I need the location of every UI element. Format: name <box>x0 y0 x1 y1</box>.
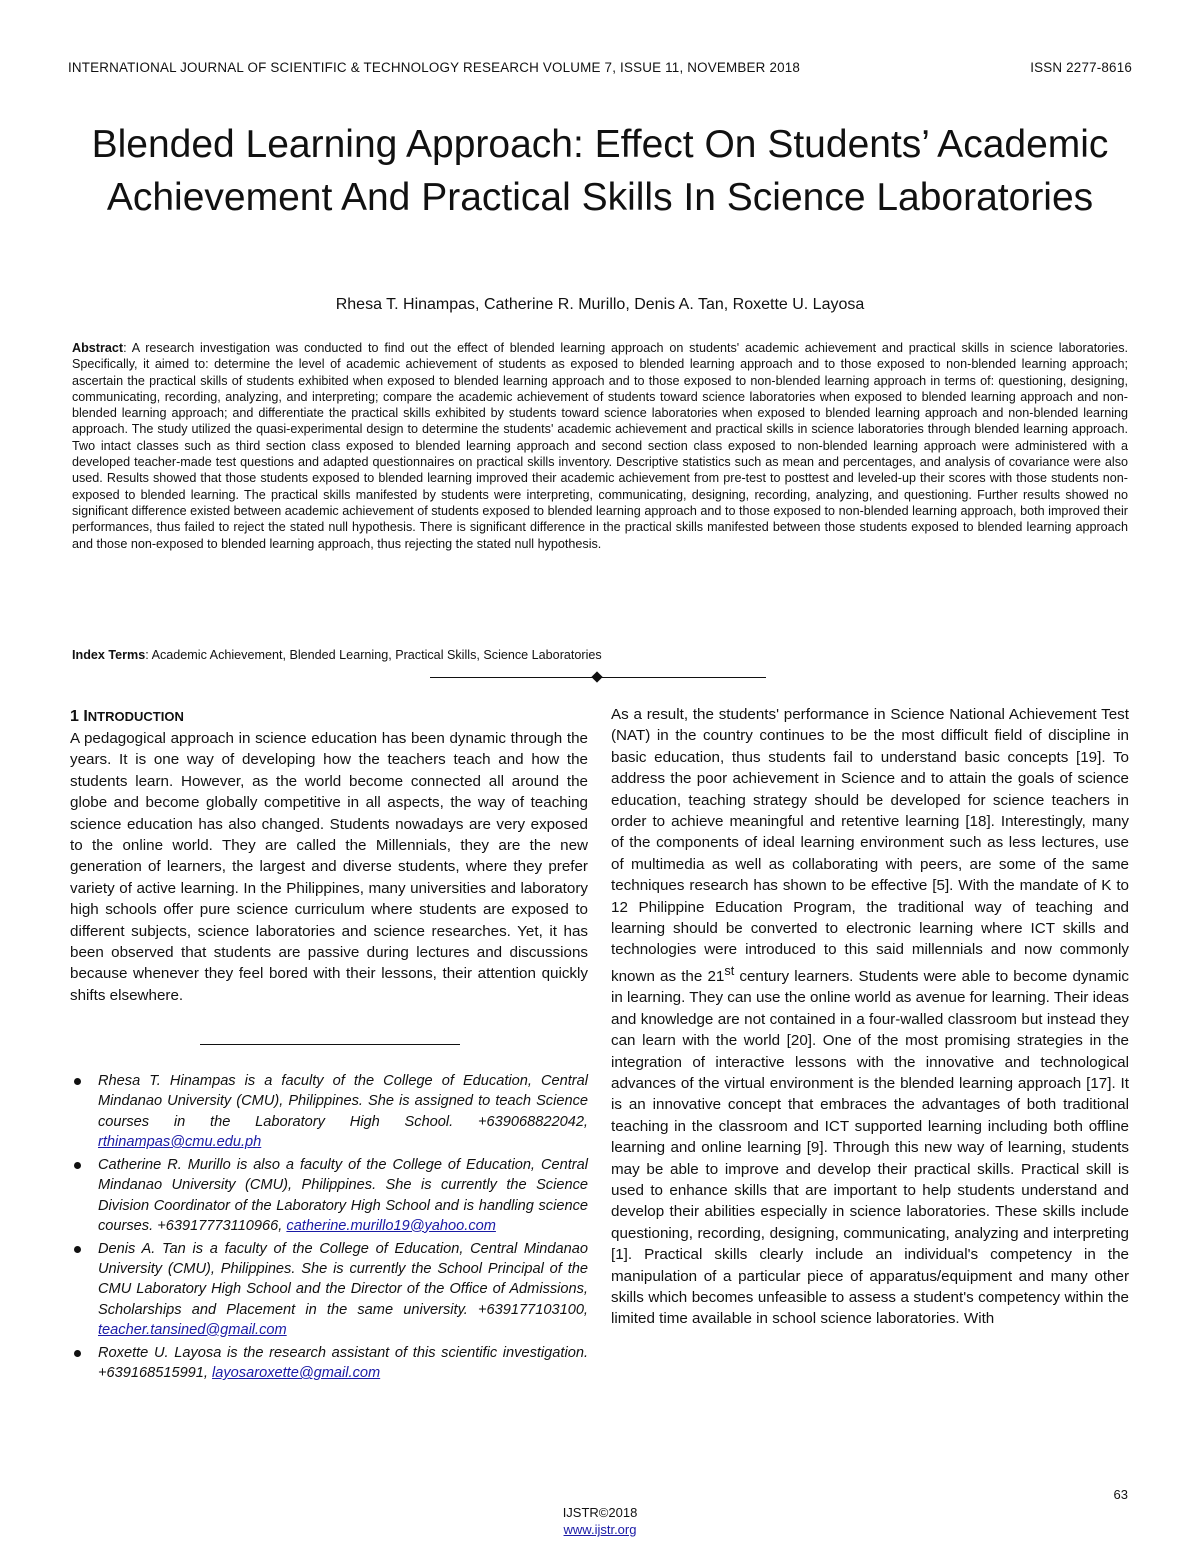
footnote-text: Roxette U. Layosa is the research assistant of this scientific investigation. +639168515991, <box>98 1344 588 1382</box>
diamond-icon <box>591 671 602 682</box>
abstract <box>72 340 1128 552</box>
right-column <box>611 704 1129 1330</box>
email-link[interactable]: teacher.tansined@gmail.com <box>98 1321 287 1338</box>
footnote-text: Rhesa T. Hinampas is a faculty of the College of Education, Central Mindanao University (CMU), Philippines. She is assigned to teach Science courses in the Laboratory High School. +639068822042, <box>98 1073 588 1130</box>
bullet-icon <box>74 1162 81 1169</box>
paragraph-part-2: century learners. Students were able to become dynamic in learning. They can use the online world as avenue for learning. Their ideas and knowledge are not contained in a four-walled classroom but instead they can learn with the world [20]. One of the most promising strategies in the integration of interactive lessons with the innovative and technological advances of the virtual environment is the blended learning approach [17]. It is an innovative concept that embraces the advantages of both traditional teaching in the classroom and ICT supported learning including both offline learning and online learning [9]. Through this new way of learning, students may be able to improve and develop their practical skills. Practical skill is used to enhance skills that are important to help students understand and develop their abilities especially in science laboratories. These skills include questioning, recording, designing, communicating, analyzing and interpreting [1]. Practical skills clearly include an individual's competency in the manipulation of a particular piece of apparatus/equipment and many other skills which becomes unfeasible to assess a student's competency within the limited time available in school science laboratories. With <box>611 967 1130 1328</box>
footnote-item <box>70 1071 588 1152</box>
index-terms-label: Index Terms <box>72 648 146 662</box>
journal-name: INTERNATIONAL JOURNAL OF SCIENTIFIC & TECHNOLOGY RESEARCH VOLUME 7, ISSUE 11, NOVEMBER 2018 <box>68 60 801 75</box>
author-footnotes <box>70 1071 588 1383</box>
bullet-icon <box>74 1246 81 1253</box>
section-heading-introduction <box>70 707 588 727</box>
intro-paragraph: A pedagogical approach in science education has been dynamic through the years. It is one way of developing how the teachers teach and how the students learn. However, as the world become connected all around the globe and become globally competitive in all aspects, the way of teaching science education has also changed. Students nowadays are very exposed to the online world. They are called the Millennials, they are the new generation of learners, the largest and diverse students, where they prefer variety of active learning. In the Philippines, many universities and laboratory high schools offer pure science curriculum where students are exposed to different subjects, science laboratories and science researches. Yet, it has been observed that students are passive during lectures and discussions because whenever they feel bored with their lessons, their attention quickly shifts elsewhere. <box>70 730 588 1004</box>
superscript-st: st <box>724 963 735 978</box>
footnote-item <box>70 1155 588 1236</box>
index-terms <box>72 648 1128 662</box>
paragraph-part-1: As a result, the students' performance in Science National Achievement Test (NAT) in the country continues to be the most difficult field of discipline in basic education, thus students fail to understand basic concepts [19]. To address the poor achievement in Science and to attain the goals of science education, teaching strategy should be developed for science teachers in order to achieve meaningful and retentive learning [18]. Interestingly, many of the components of ideal learning environment such as less lectures, use of multimedia as well as collaborating with peers, are some of the same techniques research has shown to be effective [5]. With the mandate of K to 12 Philippine Education Program, the traditional way of teaching and learning should be converted to electronic learning where ICT skills and technologies were introduced to this said millennials and now commonly known as the 21 <box>611 706 1129 985</box>
section-divider <box>430 672 766 684</box>
author-list: Rhesa T. Hinampas, Catherine R. Murillo, Denis A. Tan, Roxette U. Layosa <box>335 296 865 313</box>
right-column-paragraph <box>611 704 1129 1330</box>
footnote-text: Catherine R. Murillo is also a faculty of the College of Education, Central Mindanao University (CMU), Philippines. She is currently the Science Division Coordinator of the Laboratory High School and is handling science courses. +639177731109​66, <box>98 1157 588 1234</box>
bullet-icon <box>74 1350 81 1357</box>
email-link[interactable]: catherine.murillo19@yahoo.com <box>286 1217 496 1234</box>
email-link[interactable]: rthinampas@cmu.edu.ph <box>98 1133 262 1150</box>
page-number: 63 <box>1113 1487 1128 1502</box>
footnote-item <box>70 1239 588 1340</box>
website-link[interactable]: www.ijstr.org <box>563 1522 637 1537</box>
bullet-icon <box>74 1078 81 1085</box>
paper-title: Blended Learning Approach: Effect On Students’ Academic Achievement And Practical Skills In Science Laboratories <box>91 123 1109 219</box>
abstract-text: : A research investigation was conducted to find out the effect of blended learning approach on students' academic achievement and practical skills in science laboratories. Specifically, it aimed to: determine the level of academic achievement of students as exposed to blended learning approach and to those exposed to non-blended learning approach; ascertain the practical skills of students exhibited when exposed to blended learning approach and to those exposed to non-blended learning approach in terms of: questioning, designing, communicating, recording, analyzing, and interpreting; compare the academic achievement of students toward science laboratories when exposed to blended learning approach and non-blended learning approach; and differentiate the practical skills exhibited by students toward science laboratories when exposed to blended learning approach and non-blended learning approach. The study utilized the quasi-experimental design to determine the students' academic achievement and practical skills in science laboratories through blended learning approach. Two intact classes such as third section class exposed to blended learning approach and second section class exposed to non-blended learning approach were administered with a developed teacher-made test questions and adapted questionnaires on practical skills inventory. Descriptive statistics such as mean and percentages, and analysis of covariance were also used. Results showed that those students exposed to blended learning improved their academic achievement from pre-test to posttest and leveled-up their scores with those students non-exposed to blended learning. The practical skills manifested by students were interpreting, communicating, designing, recording, analyzing, and questioning. Further results showed no significant difference existed between academic achievement of students exposed to blended learning approach and to those exposed to non-blended learning approach, both improved their performances, thus failed to reject the stated null hypothesis. There is significant difference in the practical skills manifested between those students exposed to blended learning approach and those non-exposed to blended learning approach, thus rejecting the stated null hypothesis. <box>72 341 1128 551</box>
footnote-item <box>70 1343 588 1383</box>
copyright: IJSTR©2018 <box>562 1505 638 1520</box>
section-number: 1 I <box>70 708 88 725</box>
section-heading-rest: NTRODUCTION <box>87 709 184 724</box>
page-footer <box>0 1504 1200 1538</box>
abstract-label: Abstract <box>72 341 124 355</box>
email-link[interactable]: layosaroxette@gmail.com <box>212 1365 381 1382</box>
footnote-rule <box>200 1044 460 1045</box>
issn: ISSN 2277-8616 <box>1030 60 1132 75</box>
left-column <box>70 707 588 1386</box>
index-terms-text: : Academic Achievement, Blended Learning, Practical Skills, Science Laboratories <box>145 648 602 662</box>
footnote-text: Denis A. Tan is a faculty of the College of Education, Central Mindanao University (CMU), Philippines. She is currently the School Principal of the CMU Laboratory High School and the Director of the Office of Admissions, Scholarships and Placement in the same university. +639177103100, <box>98 1240 588 1318</box>
